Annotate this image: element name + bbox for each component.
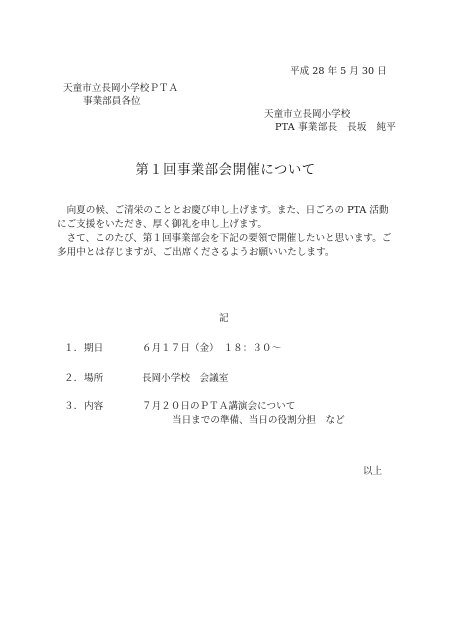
item-value-content: ７月２０日のＰＴＡ講演会について xyxy=(142,401,296,412)
item-number-2: ２． xyxy=(64,373,84,384)
document-date: 平成 28 年 5 月 30 日 xyxy=(290,66,387,77)
item-label-place: 場所 xyxy=(84,373,104,384)
item-label-content: 内容 xyxy=(84,401,104,412)
sender-school: 天童市立長岡小学校 xyxy=(264,109,351,120)
sender-name: PTA 事業部長 長坂 純平 xyxy=(275,122,397,133)
item-label-date: 期日 xyxy=(84,343,104,354)
document-title: 第１回事業部会開催について xyxy=(135,163,316,178)
recipient-school-pta: 天童市立長岡小学校ＰＴＡ xyxy=(63,83,179,94)
body-text xyxy=(57,204,397,260)
item-value-content-detail: 当日までの準備、当日の役割分担 など xyxy=(172,415,345,426)
body-paragraph-2: さて、このたび、第１回事業部会を下記の要領で開催したいと思います。ご多用中とは存じますが、ご出席くださるようお願いいたします。 xyxy=(57,233,392,258)
body-paragraph-1: 向夏の候、ご清栄のこととお慶び申し上げます。また、日ごろの PTA 活動にご支援をいただき、厚く御礼を申し上げます。 xyxy=(57,205,389,230)
ki-heading: 記 xyxy=(219,313,229,324)
item-number-1: １． xyxy=(64,343,84,354)
item-value-place: 長岡小学校 会議室 xyxy=(142,373,229,384)
recipient-members: 事業部員各位 xyxy=(83,96,141,107)
closing-mark: 以上 xyxy=(363,466,383,477)
item-value-date: ６月１７日（金） １８：３０～ xyxy=(142,343,282,354)
item-number-3: ３． xyxy=(64,401,84,412)
